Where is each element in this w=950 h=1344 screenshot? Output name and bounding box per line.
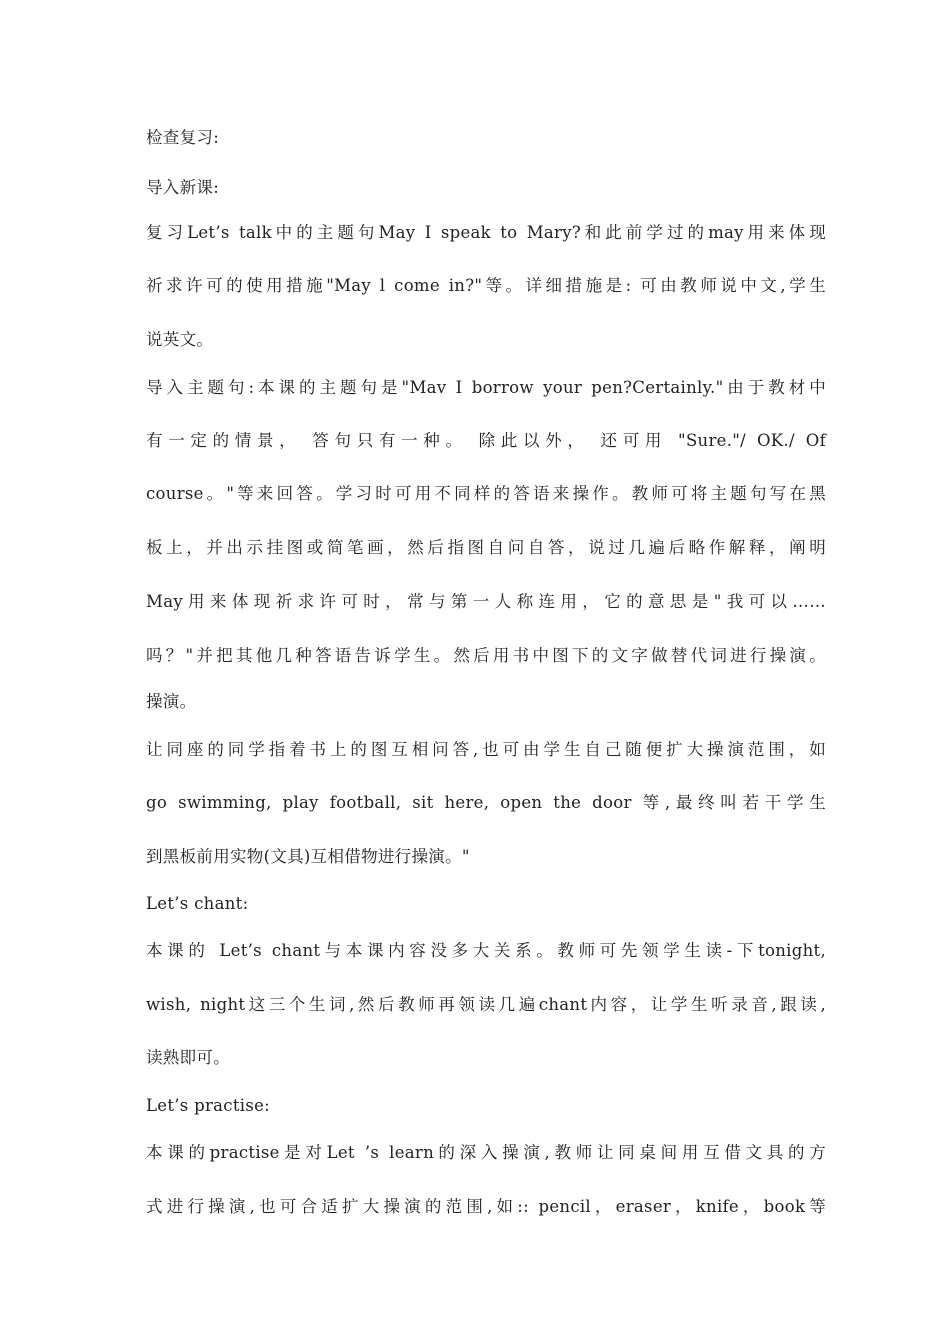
text-line: Let’s practise: xyxy=(146,1096,271,1115)
text-line: 导入主题句:本课的主题句是"Mav I borrow your pen?Certainly."由于教材中 xyxy=(146,378,826,397)
text-line: 到黑板前用实物(文具)互相借物进行操演。" xyxy=(146,847,470,866)
text-line: 祈求许可的使用措施"May l come in?"等。详细措施是: 可由教师说中文,学生 xyxy=(146,276,826,295)
text-line: 本课的 Let’s chant与本课内容没多大关系。教师可先领学生读-下tonight, xyxy=(146,941,826,960)
text-line: 有一定的情景， 答句只有一种。 除此以外， 还可用 "Sure."/ OK./ Of xyxy=(146,431,826,450)
text-line: 说英文。 xyxy=(146,330,214,349)
text-line: 导入新课: xyxy=(146,178,220,197)
text-line: 本课的practise是对Let ’s learn的深入操演,教师让同桌间用互借文具的方 xyxy=(146,1143,826,1162)
text-line: 吗？"并把其他几种答语告诉学生。然后用书中图下的文字做替代词进行操演。 xyxy=(146,646,826,665)
text-line: Let’s chant: xyxy=(146,894,249,913)
text-line: 复习Let’s talk中的主题句May I speak to Mary?和此前学过的may用来体现 xyxy=(146,223,826,242)
text-line: May用来体现祈求许可时，常与第一人称连用，它的意思是"我可以…… xyxy=(146,592,826,611)
text-line: 读熟即可。 xyxy=(146,1048,230,1067)
text-line: 让同座的同学指着书上的图互相问答,也可由学生自己随便扩大操演范围，如 xyxy=(146,740,826,759)
text-line: wish, night这三个生词,然后教师再领读几遍chant内容，让学生听录音,跟读, xyxy=(146,995,826,1014)
text-line: 检查复习: xyxy=(146,128,220,147)
text-line: 操演。 xyxy=(146,692,197,711)
text-line: go swimming, play football, sit here, open the door 等,最终叫若干学生 xyxy=(146,793,826,812)
text-line: 板上，并出示挂图或简笔画，然后指图自问自答，说过几遍后略作解释，阐明 xyxy=(146,538,826,557)
text-line: course。"等来回答。学习时可用不同样的答语来操作。教师可将主题句写在黑 xyxy=(146,484,826,503)
text-line: 式进行操演,也可合适扩大操演的范围,如:: pencil，eraser，knife，book等 xyxy=(146,1197,826,1216)
